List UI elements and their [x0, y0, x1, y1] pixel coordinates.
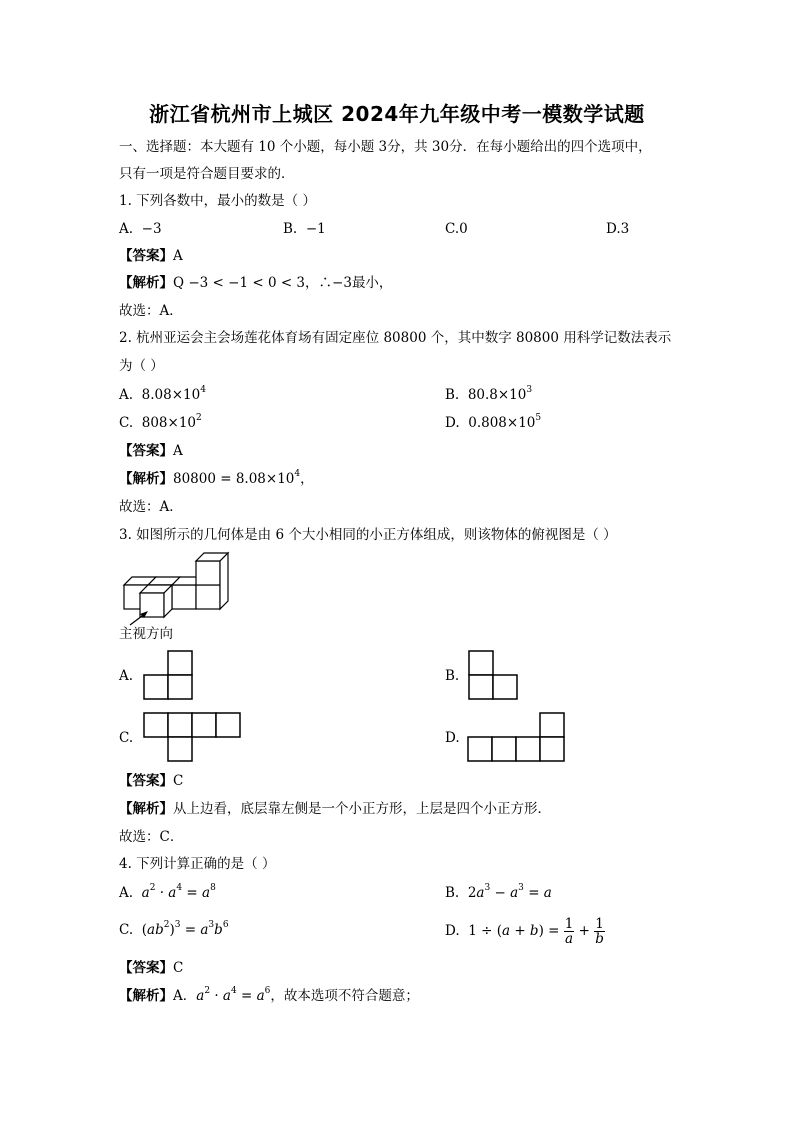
q3-option-c-figure: [143, 712, 243, 764]
q2-analysis-end: ，: [300, 471, 314, 487]
q1-option-d: [606, 220, 629, 238]
q2-option-c: [119, 414, 202, 432]
cube-side-face: [220, 553, 228, 609]
q2-option-b-base: 80.8×10: [467, 387, 527, 403]
q4-option-b-expr: $2a^3 - a^3 = a$: [467, 883, 552, 901]
q4-option-b-label: B.: [445, 885, 460, 901]
q2-analysis: [119, 470, 314, 488]
q2-option-a-exp: 4: [200, 385, 206, 395]
q3-analysis-text: 从上边看，底层靠左侧是一个小正方形，上层是四个小正方形．: [173, 801, 551, 817]
q4-analysis-tag: 【解析】: [119, 988, 173, 1004]
q1-option-a-label: A.: [119, 221, 134, 237]
q3-analysis: [119, 800, 551, 818]
q2-option-b-label: B.: [445, 387, 460, 403]
q3-option-a-label: A.: [119, 668, 134, 684]
q1-analysis: [119, 274, 392, 292]
q4-option-c-expr: $(ab^2)^3 = a^3b^6$: [141, 920, 229, 938]
q2-analysis-exp: 4: [294, 469, 301, 479]
q2-option-d: [445, 414, 541, 432]
q1-answer: [119, 247, 183, 265]
q4-analysis-end: ，故本选项不符合题意；: [270, 988, 419, 1004]
q1-choose: 故选：A．: [119, 303, 183, 319]
q1-option-c: [445, 220, 468, 238]
q4-answer-value: C: [173, 960, 184, 976]
q4-option-d-label: D.: [445, 923, 460, 939]
q4-option-a-expr: $a^2 \cdot a^4 = a^8$: [141, 883, 216, 901]
q2-option-a-label: A.: [119, 387, 134, 403]
q3-option-b-label: B.: [445, 668, 460, 684]
q1-option-c-label: C.: [445, 221, 460, 237]
q2-stem-line2: 为（ ）: [119, 358, 164, 374]
q1-analysis-end: 最小，: [351, 275, 393, 291]
q2-option-c-exp: 2: [196, 413, 202, 423]
q1-stem: 1. 下列各数中，最小的数是（ ）: [119, 193, 316, 209]
q2-option-d-label: D.: [445, 415, 460, 431]
q4-stem: 4. 下列计算正确的是（ ）: [119, 856, 276, 872]
section-instruction-line2: 只有一项是符合题目要求的．: [119, 166, 295, 182]
q2-option-d-exp: 5: [535, 413, 542, 423]
q3-stem: 3. 如图所示的几何体是由 6 个大小相同的小正方体组成，则该物体的俯视图是（ ）: [119, 527, 617, 543]
q4-option-b: [445, 884, 552, 902]
q3-view-direction-label: 主视方向: [119, 626, 173, 642]
q3-answer-tag: 【答案】: [119, 773, 173, 789]
q3-option-d-label: D.: [445, 730, 460, 746]
q2-answer-value: A: [173, 443, 183, 459]
q4-analysis-expr: $a^2 \cdot a^4 = a^6$: [196, 986, 271, 1004]
q2-answer-tag: 【答案】: [119, 443, 173, 459]
page-title: 浙江省杭州市上城区 2024年九年级中考一模数学试题: [149, 102, 645, 126]
q2-option-d-base: 0.808×10: [468, 415, 536, 431]
q1-option-b-value: −1: [305, 221, 326, 237]
q1-option-d-label: D.: [606, 221, 621, 237]
q1-option-d-value: 3: [620, 221, 630, 237]
view-direction-arrow: [130, 611, 148, 625]
q2-stem-line1: 2. 杭州亚运会主会场莲花体育场有固定座位 80800 个，其中数字 80800 用科学记数法表示: [119, 330, 672, 346]
q2-analysis-base: 80800 = 8.08×10: [173, 471, 295, 487]
q2-answer: [119, 442, 183, 460]
q4-analysis: [119, 987, 419, 1005]
cube-front-face: [172, 585, 196, 609]
q2-option-b-exp: 3: [526, 385, 533, 395]
q3-option-d-figure: [467, 712, 567, 764]
q1-analysis-mid: ，∴: [305, 275, 333, 291]
q1-option-a: [119, 220, 162, 238]
q1-option-c-value: 0: [459, 221, 468, 237]
q3-answer: [119, 772, 183, 790]
q3-option-c-label: C.: [119, 730, 134, 746]
q4-option-a: [119, 884, 216, 902]
q1-answer-tag: 【答案】: [119, 248, 173, 264]
q1-option-a-value: −3: [141, 221, 162, 237]
q2-analysis-tag: 【解析】: [119, 471, 173, 487]
q4-analysis-prefix: A．: [173, 988, 197, 1004]
q4-answer-tag: 【答案】: [119, 960, 173, 976]
q2-option-a: [119, 386, 206, 404]
q4-option-d: [445, 914, 605, 948]
q2-option-a-base: 8.08×10: [141, 387, 201, 403]
q3-option-a-figure: [143, 650, 195, 702]
q1-analysis-tag: 【解析】: [119, 275, 173, 291]
q2-option-c-label: C.: [119, 415, 134, 431]
section-instruction-line1: 一、选择题：本大题有 10 个小题，每小题 3分，共 30分．在每小题给出的四个选项中，: [119, 139, 652, 155]
q4-option-c-label: C.: [119, 922, 134, 938]
q1-analysis-expr: Q −3 < −1 < 0 < 3: [173, 275, 306, 291]
q2-option-b: [445, 386, 532, 404]
cube-front-face: [196, 561, 220, 585]
q1-option-b-label: B.: [283, 221, 298, 237]
cube-front-face: [196, 585, 220, 609]
q1-analysis-min: −3: [332, 275, 352, 291]
q4-option-d-expr: 1 ÷ (a + b) = $\frac{1}{a}$ + $\frac{1}{b}$: [468, 916, 604, 947]
fraction: $\frac{1}{a}$: [564, 916, 574, 947]
q4-answer: [119, 959, 183, 977]
q1-option-b: [283, 220, 326, 238]
q1-answer-value: A: [173, 248, 183, 264]
q3-choose: 故选：C．: [119, 829, 184, 845]
q3-solid-figure: [120, 555, 230, 625]
q2-choose: 故选：A．: [119, 499, 183, 515]
q3-answer-value: C: [173, 773, 184, 789]
q3-analysis-tag: 【解析】: [119, 801, 173, 817]
q2-option-c-base: 808×10: [141, 415, 196, 431]
q3-option-b-figure: [468, 650, 520, 702]
q4-option-a-label: A.: [119, 885, 134, 901]
q4-option-c: [119, 921, 229, 939]
fraction: $\frac{1}{b}$: [595, 916, 604, 947]
